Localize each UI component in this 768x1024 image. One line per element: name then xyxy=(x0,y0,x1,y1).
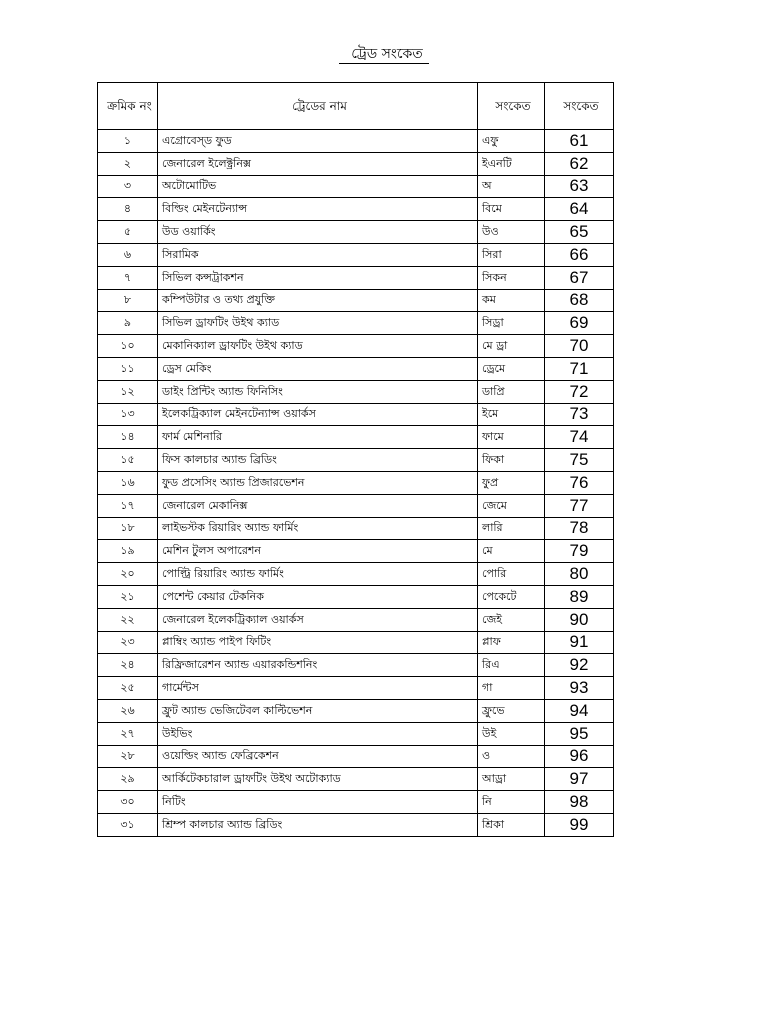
number-code-cell: 62 xyxy=(545,152,614,175)
number-code-cell: 93 xyxy=(545,677,614,700)
table-row xyxy=(98,357,614,380)
trade-name-cell: কম্পিউটার ও তথ্য প্রযুক্তি xyxy=(158,289,478,312)
number-code-cell: 98 xyxy=(545,791,614,814)
trade-name-cell: উড ওয়ার্কিং xyxy=(158,221,478,244)
serial-cell: ৭ xyxy=(98,266,158,289)
table-row xyxy=(98,449,614,472)
number-code-cell: 95 xyxy=(545,722,614,745)
number-code-cell: 71 xyxy=(545,357,614,380)
number-code-cell: 96 xyxy=(545,745,614,768)
serial-cell: ১৫ xyxy=(98,449,158,472)
number-code-cell: 94 xyxy=(545,699,614,722)
number-code-cell: 80 xyxy=(545,563,614,586)
code-cell: কম xyxy=(478,289,545,312)
serial-cell: ২২ xyxy=(98,608,158,631)
table-row xyxy=(98,791,614,814)
number-code-cell: 64 xyxy=(545,198,614,221)
table-row xyxy=(98,312,614,335)
table-row xyxy=(98,494,614,517)
trade-name-cell: লাইভস্টক রিয়ারিং অ্যান্ড ফার্মিং xyxy=(158,517,478,540)
code-cell: শ্রিকা xyxy=(478,813,545,836)
serial-cell: ২১ xyxy=(98,585,158,608)
serial-cell: ১১ xyxy=(98,357,158,380)
serial-cell: ১৪ xyxy=(98,426,158,449)
trade-name-cell: প্লাম্বিং অ্যান্ড পাইপ ফিটিং xyxy=(158,631,478,654)
title-text: ট্রেড সংকেত xyxy=(339,46,429,64)
table-row xyxy=(98,266,614,289)
serial-cell: ২৩ xyxy=(98,631,158,654)
code-cell: ফামে xyxy=(478,426,545,449)
table-row xyxy=(98,722,614,745)
code-cell: উই xyxy=(478,722,545,745)
trade-name-cell: জেনারেল মেকানিক্স xyxy=(158,494,478,517)
table-row xyxy=(98,471,614,494)
serial-cell: ২৯ xyxy=(98,768,158,791)
header-number-code: সংকেত xyxy=(545,83,614,130)
table-row xyxy=(98,517,614,540)
table-row xyxy=(98,221,614,244)
table-row xyxy=(98,677,614,700)
serial-cell: ২৪ xyxy=(98,654,158,677)
trade-name-cell: ডাইং প্রিন্টিং অ্যান্ড ফিনিসিং xyxy=(158,380,478,403)
serial-cell: ২৮ xyxy=(98,745,158,768)
serial-cell: ২৭ xyxy=(98,722,158,745)
code-cell: পোরি xyxy=(478,563,545,586)
number-code-cell: 89 xyxy=(545,585,614,608)
number-code-cell: 63 xyxy=(545,175,614,198)
code-cell: ফিকা xyxy=(478,449,545,472)
table-row xyxy=(98,585,614,608)
table-row xyxy=(98,130,614,153)
table-row xyxy=(98,289,614,312)
serial-cell: ৮ xyxy=(98,289,158,312)
serial-cell: ২৬ xyxy=(98,699,158,722)
serial-cell: ৯ xyxy=(98,312,158,335)
code-cell: গা xyxy=(478,677,545,700)
code-cell: অ xyxy=(478,175,545,198)
trade-name-cell: নিটিং xyxy=(158,791,478,814)
code-cell: আড্রা xyxy=(478,768,545,791)
number-code-cell: 76 xyxy=(545,471,614,494)
number-code-cell: 65 xyxy=(545,221,614,244)
code-cell: বিমে xyxy=(478,198,545,221)
table-row xyxy=(98,540,614,563)
code-cell: পেকেটে xyxy=(478,585,545,608)
number-code-cell: 91 xyxy=(545,631,614,654)
table-row xyxy=(98,654,614,677)
serial-cell: ১৭ xyxy=(98,494,158,517)
table-row xyxy=(98,152,614,175)
table-row xyxy=(98,175,614,198)
table-row xyxy=(98,198,614,221)
number-code-cell: 90 xyxy=(545,608,614,631)
number-code-cell: 70 xyxy=(545,335,614,358)
number-code-cell: 69 xyxy=(545,312,614,335)
code-cell: সিড্রা xyxy=(478,312,545,335)
header-row xyxy=(98,83,614,130)
trade-name-cell: বিল্ডিং মেইনটেন্যান্স xyxy=(158,198,478,221)
trade-name-cell: পেশেন্ট কেয়ার টেকনিক xyxy=(158,585,478,608)
code-cell: ডাপ্রি xyxy=(478,380,545,403)
trade-name-cell: ফিস কালচার অ্যান্ড ব্রিডিং xyxy=(158,449,478,472)
code-cell: প্লাফ xyxy=(478,631,545,654)
number-code-cell: 75 xyxy=(545,449,614,472)
serial-cell: ৩০ xyxy=(98,791,158,814)
table-row xyxy=(98,768,614,791)
table-row xyxy=(98,243,614,266)
code-cell: জেই xyxy=(478,608,545,631)
code-cell: ড্রেমে xyxy=(478,357,545,380)
trade-name-cell: সিভিল কন্সট্রাকশন xyxy=(158,266,478,289)
serial-cell: ২০ xyxy=(98,563,158,586)
number-code-cell: 92 xyxy=(545,654,614,677)
serial-cell: ৩ xyxy=(98,175,158,198)
number-code-cell: 66 xyxy=(545,243,614,266)
serial-cell: ১২ xyxy=(98,380,158,403)
trade-name-cell: অটোমোটিভ xyxy=(158,175,478,198)
trade-name-cell: ইলেকট্রিক্যাল মেইনটেন্যান্স ওয়ার্কস xyxy=(158,403,478,426)
code-cell: মে ড্রা xyxy=(478,335,545,358)
code-cell: ফ্রুভে xyxy=(478,699,545,722)
trade-name-cell: এগ্রোবেস্ড ফুড xyxy=(158,130,478,153)
header-trade-name: ট্রেডের নাম xyxy=(158,83,478,130)
trade-name-cell: ফার্ম মেশিনারি xyxy=(158,426,478,449)
trade-name-cell: ফুড প্রসেসিং অ্যান্ড প্রিজারভেশন xyxy=(158,471,478,494)
trade-name-cell: ড্রেস মেকিং xyxy=(158,357,478,380)
trade-name-cell: ফ্রুট অ্যান্ড ভেজিটেবল কাল্টিভেশন xyxy=(158,699,478,722)
trade-name-cell: পোল্ট্রি রিয়ারিং অ্যান্ড ফার্মিং xyxy=(158,563,478,586)
table-body xyxy=(98,130,614,837)
number-code-cell: 74 xyxy=(545,426,614,449)
number-code-cell: 61 xyxy=(545,130,614,153)
number-code-cell: 77 xyxy=(545,494,614,517)
trade-name-cell: রিফ্রিজারেশন অ্যান্ড এয়ারকন্ডিশনিং xyxy=(158,654,478,677)
number-code-cell: 97 xyxy=(545,768,614,791)
trade-name-cell: জেনারেল ইলেকট্রিক্যাল ওয়ার্কস xyxy=(158,608,478,631)
trade-name-cell: সিভিল ড্রাফটিং উইথ ক্যাড xyxy=(158,312,478,335)
serial-cell: ২৫ xyxy=(98,677,158,700)
code-cell: সিরা xyxy=(478,243,545,266)
code-cell: ইমে xyxy=(478,403,545,426)
code-cell: এফু xyxy=(478,130,545,153)
trade-name-cell: ওয়েল্ডিং অ্যান্ড ফেব্রিকেশন xyxy=(158,745,478,768)
serial-cell: ১০ xyxy=(98,335,158,358)
number-code-cell: 73 xyxy=(545,403,614,426)
serial-cell: ২ xyxy=(98,152,158,175)
table-row xyxy=(98,426,614,449)
number-code-cell: 72 xyxy=(545,380,614,403)
table-row xyxy=(98,335,614,358)
trade-name-cell: উইভিং xyxy=(158,722,478,745)
table-row xyxy=(98,699,614,722)
table-row xyxy=(98,813,614,836)
trade-name-cell: মেকানিক্যাল ড্রাফটিং উইথ ক্যাড xyxy=(158,335,478,358)
trade-name-cell: শ্রিম্প কালচার অ্যান্ড ব্রিডিং xyxy=(158,813,478,836)
trade-name-cell: জেনারেল ইলেক্ট্রনিক্স xyxy=(158,152,478,175)
code-cell: মে xyxy=(478,540,545,563)
serial-cell: ১ xyxy=(98,130,158,153)
document-title xyxy=(0,44,768,64)
table-row xyxy=(98,745,614,768)
serial-cell: ৪ xyxy=(98,198,158,221)
serial-cell: ১৯ xyxy=(98,540,158,563)
number-code-cell: 67 xyxy=(545,266,614,289)
table-row xyxy=(98,403,614,426)
code-cell: সিকন xyxy=(478,266,545,289)
number-code-cell: 68 xyxy=(545,289,614,312)
code-cell: ও xyxy=(478,745,545,768)
number-code-cell: 79 xyxy=(545,540,614,563)
number-code-cell: 78 xyxy=(545,517,614,540)
number-code-cell: 99 xyxy=(545,813,614,836)
serial-cell: ১৩ xyxy=(98,403,158,426)
header-code: সংকেত xyxy=(478,83,545,130)
code-cell: রিএ xyxy=(478,654,545,677)
trade-name-cell: মেশিন টুলস অপারেশন xyxy=(158,540,478,563)
serial-cell: ৬ xyxy=(98,243,158,266)
header-serial: ক্রমিক নং xyxy=(98,83,158,130)
trade-code-table xyxy=(97,82,614,837)
code-cell: উও xyxy=(478,221,545,244)
table-row xyxy=(98,380,614,403)
serial-cell: ৩১ xyxy=(98,813,158,836)
code-cell: লারি xyxy=(478,517,545,540)
table-row xyxy=(98,563,614,586)
trade-name-cell: সিরামিক xyxy=(158,243,478,266)
code-cell: জেমে xyxy=(478,494,545,517)
table-row xyxy=(98,608,614,631)
trade-name-cell: আর্কিটেকচারাল ড্রাফটিং উইথ অটোক্যাড xyxy=(158,768,478,791)
serial-cell: ১৮ xyxy=(98,517,158,540)
serial-cell: ৫ xyxy=(98,221,158,244)
code-cell: ফুপ্র xyxy=(478,471,545,494)
code-cell: নি xyxy=(478,791,545,814)
serial-cell: ১৬ xyxy=(98,471,158,494)
table-row xyxy=(98,631,614,654)
trade-name-cell: গার্মেন্টস xyxy=(158,677,478,700)
code-cell: ইএনটি xyxy=(478,152,545,175)
